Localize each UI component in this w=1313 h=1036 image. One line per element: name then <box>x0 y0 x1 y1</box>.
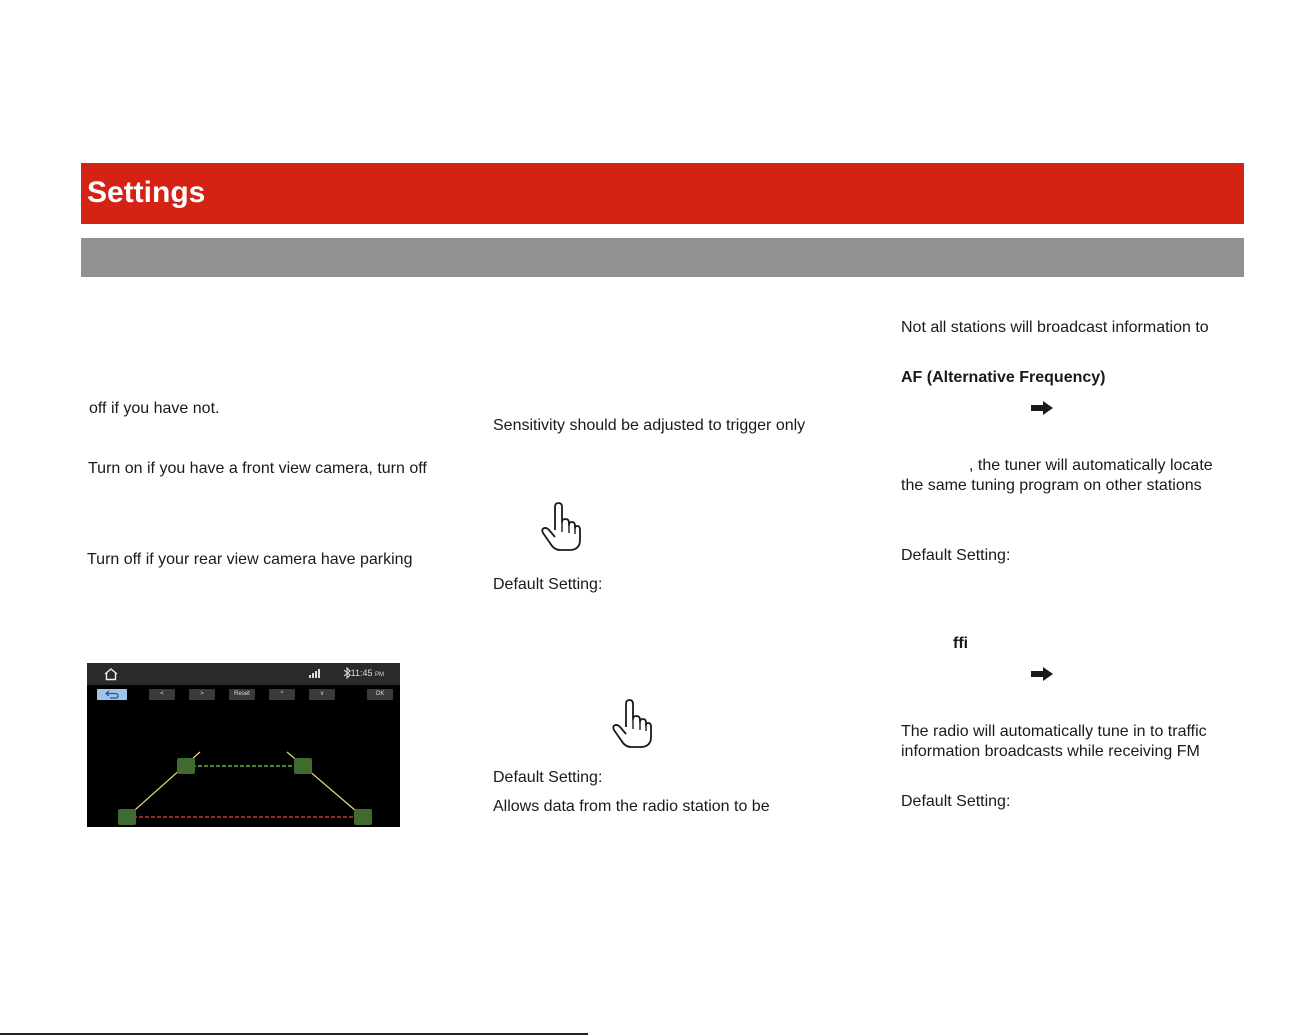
default-setting-label-2: Default Setting: <box>493 769 603 786</box>
page-title: Settings <box>87 176 206 209</box>
arrow-right-icon <box>1030 666 1054 682</box>
left-line-3: Turn off if your rear view camera have parking <box>87 551 413 568</box>
handle-bottom-right[interactable] <box>354 809 372 825</box>
default-setting-label-1: Default Setting: <box>493 576 603 593</box>
radio-text-line-1: The radio will automatically tune in to traffic <box>901 723 1207 740</box>
parking-guide-lines <box>87 663 400 827</box>
down-button[interactable]: v <box>309 689 335 700</box>
hand-pointer-icon <box>541 502 581 552</box>
title-bar <box>81 163 1244 224</box>
not-all-stations-text: Not all stations will broadcast information to <box>901 319 1209 336</box>
tuner-text-line-2: the same tuning program on other stations <box>901 477 1202 494</box>
clock-time: 11:45 <box>350 668 373 678</box>
default-setting-label-3: Default Setting: <box>901 547 1011 564</box>
reset-button[interactable]: Reset <box>229 689 255 700</box>
bottom-rule <box>0 1033 588 1035</box>
allows-data-text: Allows data from the radio station to be <box>493 798 770 815</box>
radio-text-line-2: information broadcasts while receiving FM <box>901 743 1200 760</box>
tuner-text-line-1: , the tuner will automatically locate <box>969 457 1213 474</box>
handle-top-left[interactable] <box>177 758 195 774</box>
parking-guide-screen <box>87 663 400 827</box>
clock-suffix: PM <box>375 672 384 678</box>
default-setting-label-4: Default Setting: <box>901 793 1011 810</box>
handle-bottom-left[interactable] <box>118 809 136 825</box>
left-button[interactable]: < <box>149 689 175 700</box>
up-button[interactable]: ^ <box>269 689 295 700</box>
ffi-fragment: ffi <box>953 635 969 652</box>
left-line-2: Turn on if you have a front view camera, turn off <box>88 460 427 477</box>
arrow-right-icon <box>1030 400 1054 416</box>
sensitivity-text: Sensitivity should be adjusted to trigger only <box>493 417 806 434</box>
af-heading: AF (Alternative Frequency) <box>901 369 1106 386</box>
section-bar <box>81 238 1244 277</box>
left-line-1: off if you have not. <box>89 400 220 417</box>
ok-button[interactable]: OK <box>367 689 393 700</box>
right-button[interactable]: > <box>189 689 215 700</box>
handle-top-right[interactable] <box>294 758 312 774</box>
hand-pointer-icon <box>612 699 652 749</box>
